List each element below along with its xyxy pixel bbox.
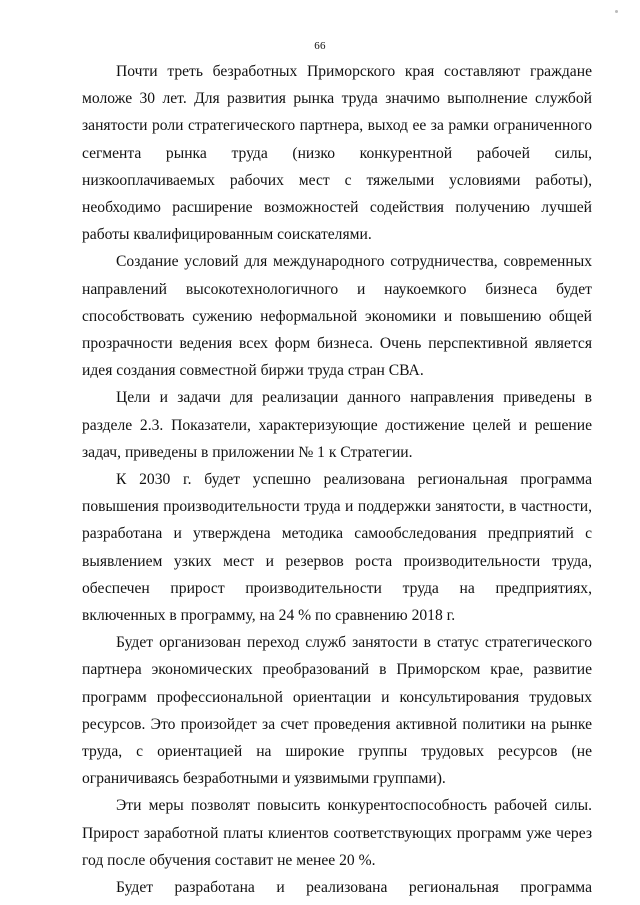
paragraph-goals-reference: Цели и задачи для реализации данного направления приведены в разделе 2.3. Показатели, характеризующие достижение целей и решение задач, приведены в приложении № 1 к Стратегии. <box>82 389 592 461</box>
paragraph-regional-program-start: Будет разработана и реализована региональная программа <box>116 879 592 897</box>
paragraph-productivity-program: К 2030 г. будет успешно реализована региональная программа повышения производительности труда и поддержки занятости, в частности, разработана и утверждена методика самообследования предприятий с выявлением узких мест и резервов роста производительности труда, обеспечен прирост производительности труда на предприятиях, включенных в программу, на 24 % по сравнению 2018 г. <box>82 471 592 625</box>
paragraph-unemployment-youth: Почти треть безработных Приморского края составляют граждане моложе 30 лет. Для развития рынка труда значимо выполнение службой занятости роли стратегического партнера, выход ее за рамки ограниченного сегмента рынка труда (низко конкурентной рабочей силы, низкооплачиваемых рабочих мест с тяжелыми условиями работы), необходимо расширение возможностей содействия получению лучшей работы квалифицированным соискателями. <box>82 63 592 244</box>
paragraph-employment-services: Будет организован переход служб занятости в статус стратегического партнера экономических преобразований в Приморском крае, развитие программ профессиональной ориентации и консультирования трудовых ресурсов. Это произойдет за счет проведения активной политики на рынке труда, с ориентацией на широкие группы трудовых ресурсов (не ограничиваясь безработными и уязвимыми группами). <box>82 634 592 788</box>
paragraph-competitiveness: Эти меры позволят повысить конкурентоспособность рабочей силы. Прирост заработной платы клиентов соответствующих программ уже через год после обучения составит не менее 20 %. <box>82 797 592 869</box>
page-number: 66 <box>314 40 326 52</box>
scan-dot-mark <box>615 10 618 13</box>
paragraph-international-cooperation: Создание условий для международного сотрудничества, современных направлений высокотехнологичного и наукоемкого бизнеса будет способствовать сужению неформальной экономики и повышению общей прозрачности ведения всех форм бизнеса. Очень перспективной является идея создания совместной биржи труда стран СВА. <box>82 253 592 380</box>
body-text <box>82 58 592 901</box>
